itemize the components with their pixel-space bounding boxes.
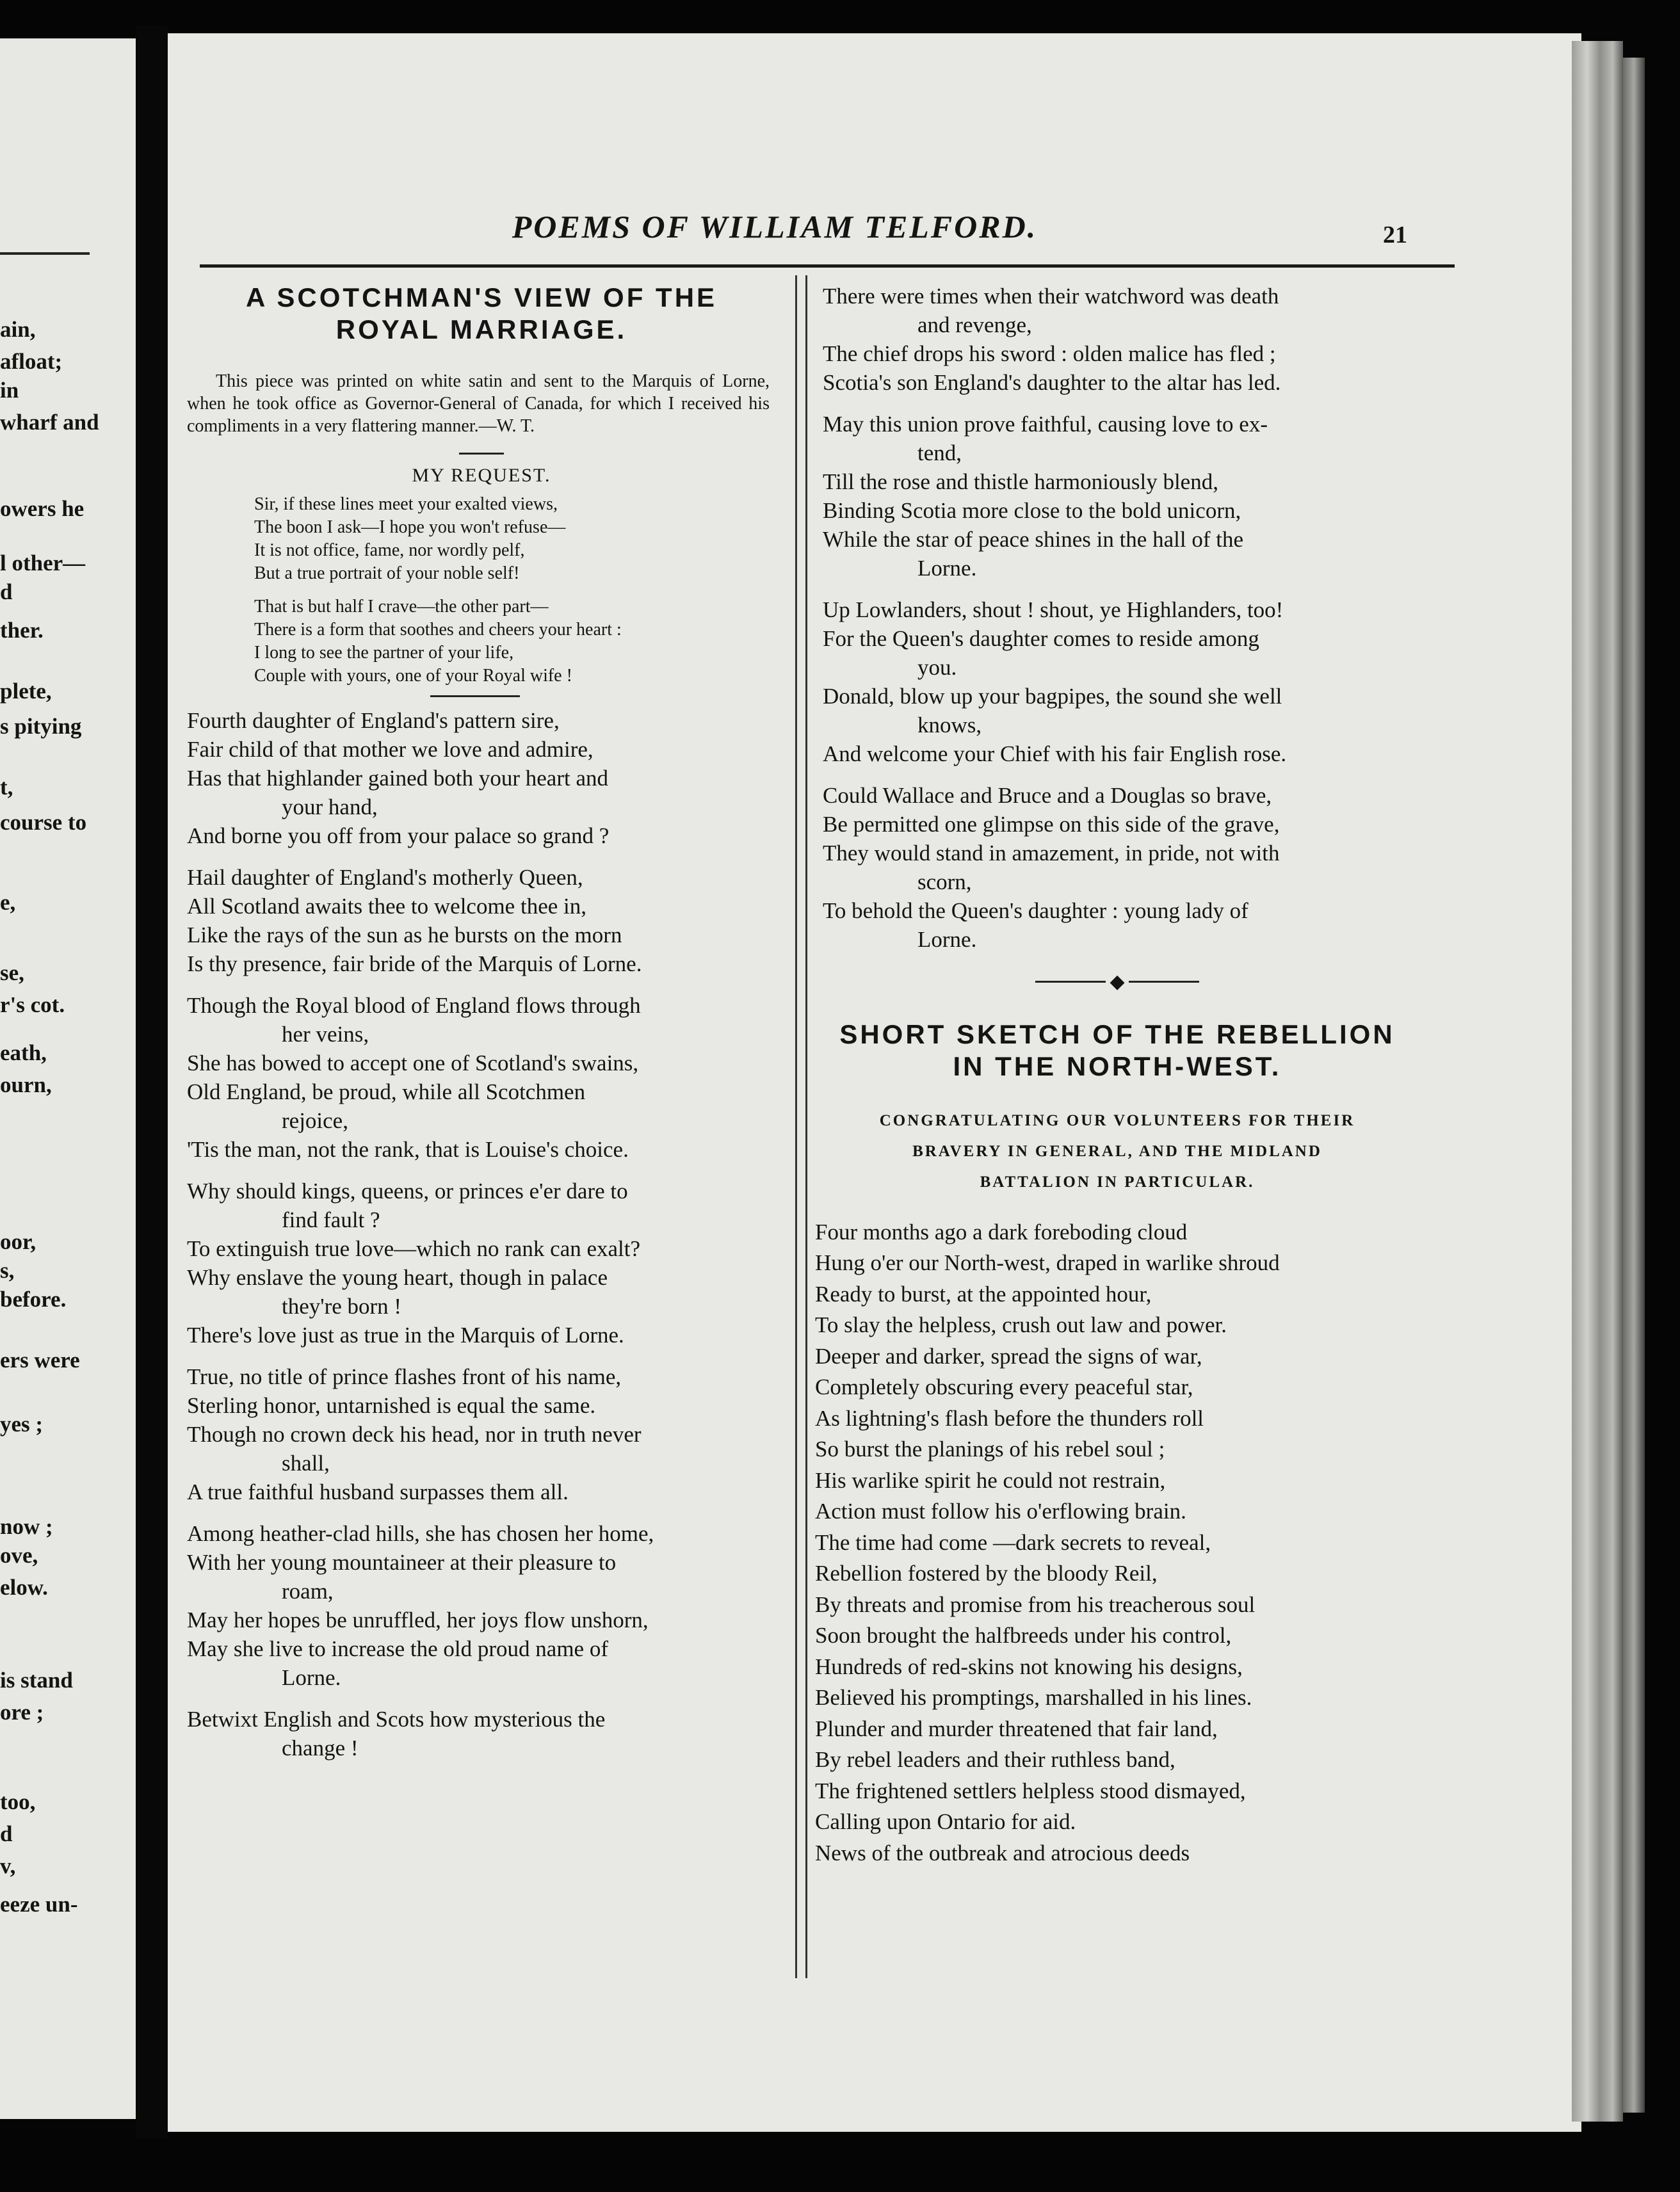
request-line: It is not office, fame, nor wordly pelf, (254, 540, 525, 560)
running-header-title: POEMS OF WILLIAM TELFORD. (512, 209, 1038, 245)
verse-line: roam, (282, 1579, 334, 1604)
verse-line: Deeper and darker, spread the signs of war, (815, 1343, 1202, 1369)
request-line: The boon I ask—I hope you won't refuse— (254, 517, 566, 537)
verse-line: Scotia's son England's daughter to the altar has led. (823, 370, 1281, 395)
previous-page-fragment: s, (0, 1258, 15, 1283)
previous-page-fragment: ourn, (0, 1072, 52, 1097)
verse-line: Till the rose and thistle harmoniously blend, (823, 469, 1218, 494)
verse-line: Action must follow his o'erflowing brain. (815, 1499, 1186, 1524)
section-rule (430, 695, 520, 697)
verse-line: For the Queen's daughter comes to reside among (823, 626, 1259, 651)
verse-line: True, no title of prince flashes front of his name, (187, 1364, 622, 1389)
poem-subtitle-line: BATTALION IN PARTICULAR. (980, 1173, 1255, 1191)
verse-line: They would stand in amazement, in pride, not with (823, 841, 1280, 866)
verse-line: 'Tis the man, not the rank, that is Louise's choice. (187, 1137, 629, 1162)
previous-page-fragment: wharf and (0, 410, 99, 435)
verse-line: And borne you off from your palace so grand ? (187, 823, 610, 848)
stanza (823, 781, 1412, 954)
verse-line: The time had come —dark secrets to reveal, (815, 1529, 1211, 1555)
verse-line: Among heather-clad hills, she has chosen her home, (187, 1521, 654, 1546)
verse-line: Lorne. (917, 556, 977, 581)
verse-line: There's love just as true in the Marquis of Lorne. (187, 1323, 624, 1348)
verse-line: Sterling honor, untarnished is equal the same. (187, 1393, 596, 1418)
verse-line: Binding Scotia more close to the bold unicorn, (823, 498, 1241, 523)
poem-subtitle (823, 1106, 1412, 1198)
header-rule (200, 264, 1455, 268)
previous-page-fragment: r's cot. (0, 992, 65, 1017)
verse-line: And welcome your Chief with his fair English rose. (823, 741, 1287, 766)
verse-line: To behold the Queen's daughter : young lady of (823, 898, 1248, 923)
previous-page-fragment: course to (0, 810, 87, 835)
previous-page-fragment: l other— (0, 551, 86, 576)
verse-line: Betwixt English and Scots how mysterious the (187, 1707, 606, 1732)
verse-line: Donald, blow up your bagpipes, the sound she well (823, 684, 1282, 709)
page-number: 21 (1383, 222, 1407, 248)
previous-page-fragment: ther. (0, 618, 44, 643)
verse-line: Why should kings, queens, or princes e'er dare to (187, 1179, 628, 1204)
verse-line: Up Lowlanders, shout ! shout, ye Highlanders, too! (823, 597, 1284, 622)
request-verse (254, 493, 776, 688)
verse-line: With her young mountaineer at their pleasure to (187, 1550, 617, 1575)
poem-subtitle-line: BRAVERY IN GENERAL, AND THE MIDLAND (912, 1142, 1322, 1160)
verse-line: Four months ago a dark foreboding cloud (815, 1219, 1188, 1245)
verse-line: Lorne. (917, 927, 977, 952)
stanza (823, 282, 1412, 397)
verse-line: Why enslave the young heart, though in palace (187, 1265, 608, 1290)
left-column (187, 282, 776, 1775)
verse-line: shall, (282, 1451, 330, 1476)
page-edge-shadow (1623, 58, 1645, 2113)
poem-lines (815, 1217, 1412, 1869)
verse-line: Fourth daughter of England's pattern sire, (187, 708, 560, 733)
poem-title (823, 1019, 1412, 1083)
verse-line: Plunder and murder threatened that fair land, (815, 1716, 1218, 1741)
stanza (187, 1519, 776, 1692)
stanza (187, 1362, 776, 1506)
previous-page-fragment: eeze un- (0, 1892, 78, 1917)
verse-line: knows, (917, 713, 982, 737)
verse-line: By rebel leaders and their ruthless band, (815, 1747, 1175, 1773)
previous-page-fragment: afloat; (0, 349, 63, 374)
previous-page-fragment: se, (0, 960, 24, 985)
poem-subtitle-line: CONGRATULATING OUR VOLUNTEERS FOR THEIR (879, 1111, 1355, 1129)
verse-line: Soon brought the halfbreeds under his control, (815, 1623, 1232, 1648)
poem-stanzas-continued (823, 282, 1412, 954)
verse-line: May her hopes be unruffled, her joys flow unshorn, (187, 1608, 649, 1632)
verse-line: Completely obscuring every peaceful star, (815, 1374, 1193, 1400)
verse-line: Hail daughter of England's motherly Queen, (187, 865, 583, 890)
verse-line: tend, (917, 440, 962, 465)
request-line: Sir, if these lines meet your exalted views, (254, 494, 558, 514)
verse-line: you. (917, 655, 957, 680)
previous-page-fragment: owers he (0, 496, 85, 521)
poem-title (187, 282, 776, 346)
verse-line: Could Wallace and Bruce and a Douglas so brave, (823, 783, 1272, 808)
verse-line: The frightened settlers helpless stood dismayed, (815, 1778, 1246, 1803)
right-column (815, 282, 1412, 1869)
poem-intro: This piece was printed on white satin and sent to the Marquis of Lorne, when he took office as Governor-General of Canada, for which I received his compliments in a very flattering manner.—W. T. (187, 371, 770, 436)
verse-line: Old England, be proud, while all Scotchmen (187, 1079, 586, 1104)
stanza (187, 1177, 776, 1350)
poem-title-line: A SCOTCHMAN'S VIEW OF THE (245, 282, 718, 312)
verse-line: A true faithful husband surpasses them all. (187, 1479, 569, 1504)
verse-line: His warlike spirit he could not restrain, (815, 1467, 1166, 1493)
verse-line: and revenge, (917, 312, 1032, 337)
book-gutter (136, 26, 168, 2138)
verse-line: they're born ! (282, 1294, 402, 1319)
verse-line: By threats and promise from his treacherous soul (815, 1592, 1256, 1617)
stanza (187, 863, 776, 978)
previous-page-fragment: too, (0, 1789, 36, 1814)
verse-line: Like the rays of the sun as he bursts on the morn (187, 923, 622, 947)
previous-page-fragment: ers were (0, 1348, 80, 1373)
poem-title-line: SHORT SKETCH OF THE REBELLION (839, 1019, 1395, 1049)
verse-line: Hung o'er our North-west, draped in warlike shroud (815, 1250, 1280, 1276)
previous-page-fragment: before. (0, 1287, 67, 1312)
previous-page-fragment: ain, (0, 317, 36, 342)
verse-line: There were times when their watchword was death (823, 284, 1279, 309)
previous-page-fragment: v, (0, 1853, 16, 1878)
verse-line: While the star of peace shines in the hall of the (823, 527, 1243, 552)
previous-page-fragment: d (0, 579, 13, 604)
verse-line: change ! (282, 1736, 359, 1761)
column-divider (805, 275, 807, 1978)
previous-page-fragment: ore ; (0, 1700, 44, 1725)
request-line: But a true portrait of your noble self! (254, 563, 520, 583)
verse-line: Is thy presence, fair bride of the Marquis of Lorne. (187, 951, 642, 976)
verse-line: As lightning's flash before the thunders roll (815, 1405, 1204, 1431)
verse-line: News of the outbreak and atrocious deeds (815, 1840, 1190, 1866)
previous-page-fragment: plete, (0, 679, 52, 704)
column-divider (795, 275, 797, 1978)
stanza (187, 991, 776, 1164)
verse-line: Hundreds of red-skins not knowing his designs, (815, 1654, 1243, 1679)
verse-line: All Scotland awaits thee to welcome thee in, (187, 894, 586, 919)
stanza (187, 1705, 776, 1762)
verse-line: May this union prove faithful, causing love to ex- (823, 412, 1268, 437)
request-line: Couple with yours, one of your Royal wife ! (254, 666, 572, 686)
verse-line: Believed his promptings, marshalled in his lines. (815, 1685, 1252, 1711)
previous-page-fragment: d (0, 1821, 13, 1846)
poem-title-line: ROYAL MARRIAGE. (335, 314, 627, 344)
previous-page-fragment: ove, (0, 1543, 38, 1568)
verse-line: Though the Royal blood of England flows through (187, 993, 641, 1018)
verse-line: scorn, (917, 869, 972, 894)
verse-line: Be permitted one glimpse on this side of the grave, (823, 812, 1280, 837)
verse-line: rejoice, (282, 1108, 348, 1133)
poem-title-line: IN THE NORTH-WEST. (953, 1051, 1282, 1081)
verse-line: Though no crown deck his head, nor in truth never (187, 1422, 642, 1447)
verse-line: Rebellion fostered by the bloody Reil, (815, 1561, 1158, 1586)
verse-line: Lorne. (282, 1665, 341, 1690)
verse-line: She has bowed to accept one of Scotland's swains, (187, 1051, 639, 1076)
verse-line: So burst the planings of his rebel soul ; (815, 1437, 1165, 1462)
stanza (823, 410, 1412, 583)
verse-line: her veins, (282, 1022, 369, 1047)
previous-page-fragment: in (0, 378, 19, 403)
previous-page-fragment: is stand (0, 1668, 73, 1693)
previous-page (0, 38, 136, 2119)
section-ornament: ◆ (823, 969, 1412, 993)
previous-page-fragment: s pitying (0, 714, 82, 739)
page-edge-stack (1572, 41, 1623, 2122)
request-heading: MY REQUEST. (412, 465, 551, 486)
verse-line: Fair child of that mother we love and admire, (187, 737, 594, 762)
previous-page-fragment: eath, (0, 1040, 47, 1065)
previous-page-fragment: elow. (0, 1575, 48, 1600)
verse-line: To slay the helpless, crush out law and power. (815, 1312, 1227, 1338)
stanza (823, 595, 1412, 768)
previous-page-fragment: oor, (0, 1229, 36, 1254)
verse-line: your hand, (282, 794, 378, 819)
previous-page-rule (0, 252, 90, 255)
poem-stanzas (187, 706, 776, 1762)
request-line: There is a form that soothes and cheers your heart : (254, 620, 622, 640)
verse-line: Calling upon Ontario for aid. (815, 1809, 1076, 1835)
verse-line: To extinguish true love—which no rank can exalt? (187, 1236, 641, 1261)
verse-line: May she live to increase the old proud name of (187, 1636, 608, 1661)
previous-page-fragment: e, (0, 890, 16, 915)
verse-line: Has that highlander gained both your heart and (187, 766, 608, 791)
previous-page-fragment: yes ; (0, 1412, 44, 1437)
request-line: I long to see the partner of your life, (254, 643, 514, 663)
stanza (187, 706, 776, 850)
request-line: That is but half I crave—the other part— (254, 597, 549, 616)
previous-page-fragment: now ; (0, 1514, 53, 1539)
verse-line: find fault ? (282, 1207, 380, 1232)
section-rule (459, 453, 504, 455)
verse-line: The chief drops his sword : olden malice has fled ; (823, 341, 1276, 366)
verse-line: Ready to burst, at the appointed hour, (815, 1281, 1152, 1307)
previous-page-fragment: t, (0, 775, 13, 800)
